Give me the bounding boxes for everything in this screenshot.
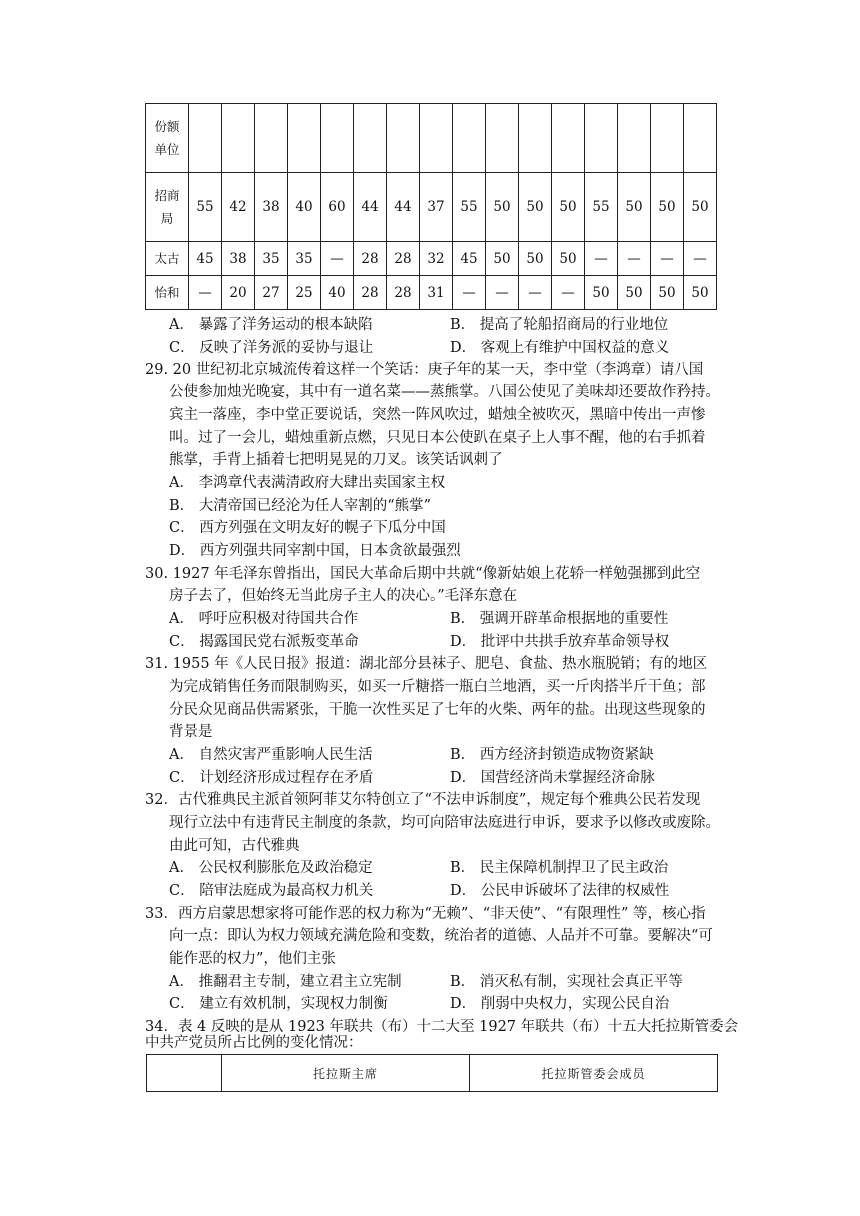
q29-option-c: C． 西方列强在文明友好的幌子下瓜分中国 [169, 520, 446, 536]
table-cell: 50 [486, 173, 519, 242]
table-cell: 28 [354, 276, 387, 310]
q28-option-c: C． 反映了洋务派的妥协与退让 [169, 340, 374, 356]
q30-option-d: D． 批评中共拱手放弃革命领导权 [450, 634, 670, 650]
table-cell: 50 [684, 173, 717, 242]
table-row [146, 104, 717, 173]
table-header-cell [147, 1055, 222, 1092]
q34-stem-line: 中共产党员所占比例的变化情况： [145, 1035, 363, 1051]
q29-stem-line: 公使参加烛光晚宴，其中有一道名菜——蒸熊掌。八国公使见了美味却还要故作矜持。 [169, 384, 720, 400]
q32-stem-line: 由此可知，古代雅典 [169, 838, 300, 854]
table-cell: 44 [387, 173, 420, 242]
table-cell: 27 [255, 276, 288, 310]
q29-option-b: B． 大清帝国已经沦为任人宰割的“熊掌” [169, 498, 432, 514]
table-cell: 50 [519, 242, 552, 276]
row-header-yihe: 怡和 [146, 276, 189, 310]
q28-option-a: A． 暴露了洋务运动的根本缺陷 [169, 317, 373, 333]
table-cell: 35 [288, 242, 321, 276]
table-cell: 50 [585, 276, 618, 310]
q32-option-b: B． 民主保障机制捍卫了民主政治 [450, 860, 669, 876]
table-row [146, 276, 717, 310]
q32-option-c: C． 陪审法庭成为最高权力机关 [169, 883, 374, 899]
table-cell: 44 [354, 173, 387, 242]
table-cell: 35 [255, 242, 288, 276]
table-cell: 50 [486, 242, 519, 276]
q31-stem-line: 为完成销售任务而限制购买，如买一斤糖搭一瓶白兰地酒，买一斤肉搭半斤干鱼；部 [169, 679, 706, 695]
table-cell: — [486, 276, 519, 310]
table-cell: 40 [288, 173, 321, 242]
table-cell: — [618, 242, 651, 276]
table-cell: 40 [321, 276, 354, 310]
table-cell: 50 [618, 276, 651, 310]
row-header-unit: 份额 单位 [146, 104, 189, 173]
q30-option-a: A． 呼吁应积极对待国共合作 [169, 611, 359, 627]
table-cell: 50 [552, 242, 585, 276]
table-cell: — [321, 242, 354, 276]
table-cell: 42 [222, 173, 255, 242]
table-cell: 50 [519, 173, 552, 242]
table-4 [146, 1054, 718, 1092]
table-cell: 55 [189, 173, 222, 242]
q28-option-b: B． 提高了轮船招商局的行业地位 [450, 317, 669, 333]
q30-option-b: B． 强调开辟革命根据地的重要性 [450, 611, 669, 627]
q33-stem-line: 能作恶的权力”，他们主张 [169, 951, 336, 967]
table-header-cell: 托拉斯主席 [222, 1055, 470, 1092]
q29-option-d: D． 西方列强共同宰割中国，日本贪欲最强烈 [169, 543, 461, 559]
table-row [146, 173, 717, 242]
table-cell: 38 [222, 242, 255, 276]
table-cell: — [552, 276, 585, 310]
table-cell: 38 [255, 173, 288, 242]
table-cell: 50 [618, 173, 651, 242]
table-cell: 31 [420, 276, 453, 310]
table-row [147, 1055, 718, 1092]
table-cell: 20 [222, 276, 255, 310]
row-header-taigu: 太古 [146, 242, 189, 276]
row-header-zhaoshang: 招商 局 [146, 173, 189, 242]
q33-stem-line: 向一点：即认为权力领域充满危险和变数，统治者的道德、人品并不可靠。要解决“可 [169, 928, 713, 944]
table-cell: 37 [420, 173, 453, 242]
table-cell: 55 [585, 173, 618, 242]
table-cell: — [684, 242, 717, 276]
q33-option-c: C． 建立有效机制，实现权力制衡 [169, 996, 388, 1012]
table-cell: 28 [387, 242, 420, 276]
q29-stem-line: 熊掌，手背上插着七把明晃晃的刀叉。该笑话讽刺了 [169, 452, 503, 468]
table-cell: 25 [288, 276, 321, 310]
q31-option-a: A． 自然灾害严重影响人民生活 [169, 747, 373, 763]
table-cell: 28 [354, 242, 387, 276]
q32-option-d: D． 公民申诉破坏了法律的权威性 [450, 883, 670, 899]
q30-stem-line: 房子去了，但始终无当此房子主人的决心。”毛泽东意在 [169, 588, 518, 604]
q33-option-b: B． 消灭私有制，实现社会真正平等 [450, 974, 683, 990]
q32-option-a: A． 公民权利膨胀危及政治稳定 [169, 860, 373, 876]
q31-option-b: B． 西方经济封锁造成物资紧缺 [450, 747, 654, 763]
table-cell: 50 [552, 173, 585, 242]
table-cell: — [519, 276, 552, 310]
table-cell: 55 [453, 173, 486, 242]
table-cell: 32 [420, 242, 453, 276]
table-cell: 28 [387, 276, 420, 310]
q32-stem-line: 现行立法中有违背民主制度的条款，均可向陪审法庭进行申诉，要求予以修改或废除。 [169, 815, 720, 831]
q30-stem-line: 30. 1927 年毛泽东曾指出，国民大革命后期中共就“像新姑娘上花轿一样勉强挪到此空 [145, 566, 701, 582]
table-cell: 50 [651, 276, 684, 310]
table-cell: 60 [321, 173, 354, 242]
q33-stem-line: 33．西方启蒙思想家将可能作恶的权力称为“无赖”、“非天使”、“有限理性” 等，核心指 [145, 906, 706, 922]
table-cell: 50 [651, 173, 684, 242]
q30-option-c: C． 揭露国民党右派叛变革命 [169, 634, 359, 650]
q31-option-c: C． 计划经济形成过程存在矛盾 [169, 770, 374, 786]
table-cell: 45 [189, 242, 222, 276]
q33-option-a: A． 推翻君主专制，建立君主立宪制 [169, 974, 402, 990]
q29-stem-line: 宾主一落座，李中堂正要说话，突然一阵风吹过，蜡烛全被吹灭，黑暗中传出一声惨 [169, 407, 706, 423]
q28-option-d: D． 客观上有维护中国权益的意义 [450, 340, 670, 356]
table-cell: — [585, 242, 618, 276]
table-cell: 45 [453, 242, 486, 276]
share-table [145, 103, 717, 310]
q29-stem-line: 叫。过了一会儿，蜡烛重新点燃，只见日本公使趴在桌子上人事不醒，他的右手抓着 [169, 430, 706, 446]
q29-stem-line: 29. 20 世纪初北京城流传着这样一个笑话：庚子年的某一天，李中堂（李鸿章）请八国 [145, 362, 704, 378]
table-cell: 50 [684, 276, 717, 310]
q31-option-d: D． 国营经济尚未掌握经济命脉 [450, 770, 655, 786]
table-row [146, 242, 717, 276]
table-header-cell: 托拉斯管委会成员 [470, 1055, 718, 1092]
table-cell: — [453, 276, 486, 310]
q31-stem-line: 31. 1955 年《人民日报》报道：湖北部分县袜子、肥皂、食盐、热水瓶脱销；有的地区 [145, 656, 708, 672]
q32-stem-line: 32．古代雅典民主派首领阿菲艾尔特创立了“不法申诉制度”，规定每个雅典公民若发现 [145, 792, 701, 808]
q31-stem-line: 背景是 [169, 724, 213, 740]
q33-option-d: D． 削弱中央权力，实现公民自治 [450, 996, 670, 1012]
q34-stem-line: 34．表 4 反映的是从 1923 年联共（布）十二大至 1927 年联共（布）十五大托拉斯管委会 [145, 1019, 739, 1035]
table-cell: — [189, 276, 222, 310]
q29-option-a: A． 李鸿章代表满清政府大肆出卖国家主权 [169, 475, 446, 491]
table-cell: — [651, 242, 684, 276]
q31-stem-line: 分民众见商品供需紧张，干脆一次性买足了七年的火柴、两年的盐。出现这些现象的 [169, 702, 706, 718]
